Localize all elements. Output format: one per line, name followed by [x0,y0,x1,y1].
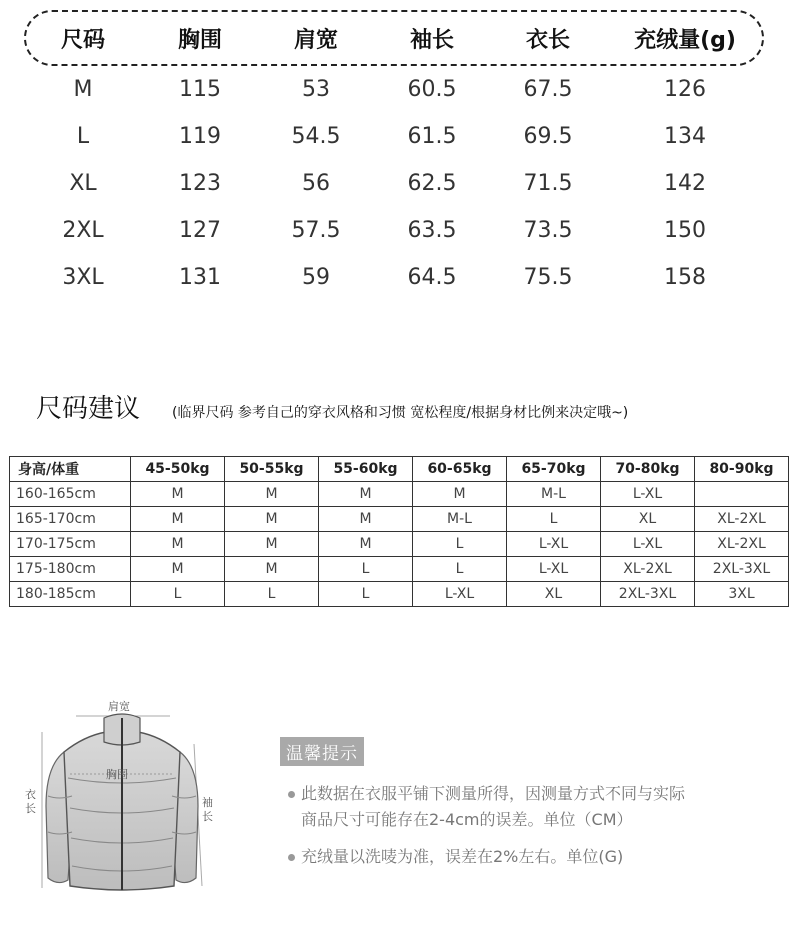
rec-header-cell: 45-50kg [131,457,225,482]
size-table-cell: 2XL [62,218,104,243]
size-table-cell: 75.5 [523,265,573,290]
rec-size-cell: L-XL [601,482,695,507]
size-table-header-row [24,10,764,66]
recommendation-row [10,532,789,557]
rec-size-cell: XL [507,582,601,607]
tip-item [288,844,623,867]
bullet-dot-icon [288,854,295,861]
rec-header-cell: 50-55kg [225,457,319,482]
size-table-cell: 62.5 [407,171,457,196]
rec-size-cell: M [225,532,319,557]
size-header-cell: 肩宽 [293,27,338,53]
rec-size-cell: L [319,582,413,607]
rec-size-cell: M [225,482,319,507]
size-table-cell: 63.5 [407,218,457,243]
recommendation-title: 尺码建议 [36,394,141,424]
recommendation-row [10,507,789,532]
rec-size-cell: M [319,482,413,507]
size-table-cell: 64.5 [407,265,457,290]
size-table-row [24,254,764,301]
size-table [24,10,764,301]
rec-size-cell: M-L [507,482,601,507]
rec-size-cell: XL-2XL [601,557,695,582]
recommendation-row [10,557,789,582]
rec-size-cell: L [131,582,225,607]
rec-header-cell: 身高/体重 [10,457,131,482]
rec-size-cell [695,482,789,507]
rec-size-cell: L [507,507,601,532]
rec-size-cell: M [319,532,413,557]
size-table-row [24,207,764,254]
rec-header-cell: 65-70kg [507,457,601,482]
rec-size-cell: XL-2XL [695,532,789,557]
rec-height-cell: 165-170cm [10,507,131,532]
size-header-cell: 充绒量(g) [634,27,736,53]
size-table-cell: 60.5 [407,77,457,102]
rec-size-cell: XL [601,507,695,532]
rec-size-cell: XL-2XL [695,507,789,532]
tip-item-continued [301,807,633,830]
rec-size-cell: L-XL [413,582,507,607]
size-table-row [24,113,764,160]
size-table-cell: 67.5 [523,77,573,102]
size-table-row [24,160,764,207]
size-header-cell: 尺码 [60,27,105,53]
size-table-cell: 3XL [62,265,104,290]
rec-header-cell: 55-60kg [319,457,413,482]
rec-header-cell: 80-90kg [695,457,789,482]
rec-size-cell: M [131,507,225,532]
size-table-cell: 71.5 [523,171,573,196]
size-table-cell: 127 [179,218,221,243]
size-table-cell: 134 [664,124,706,149]
size-header-cell: 胸围 [177,27,222,53]
size-table-cell: 119 [179,124,221,149]
rec-size-cell: L [225,582,319,607]
size-table-cell: 61.5 [407,124,457,149]
rec-size-cell: M [131,557,225,582]
rec-height-cell: 180-185cm [10,582,131,607]
rec-size-cell: L-XL [507,557,601,582]
jacket-illustration [24,696,220,896]
tip-text: 商品尺寸可能存在2-4cm的误差。单位（CM） [301,810,633,829]
bullet-dot-icon [288,791,295,798]
size-table-cell: XL [69,171,97,196]
rec-size-cell: L [413,557,507,582]
puffer-jacket-icon [24,696,220,896]
rec-header-cell: 70-80kg [601,457,695,482]
tips-badge: 温馨提示 [280,737,364,766]
recommendation-row [10,482,789,507]
size-table-cell: 131 [179,265,221,290]
rec-size-cell: 2XL-3XL [601,582,695,607]
rec-size-cell: M-L [413,507,507,532]
rec-size-cell: L [319,557,413,582]
rec-size-cell: L-XL [601,532,695,557]
rec-size-cell: M [413,482,507,507]
recommendation-table [9,456,789,607]
tip-text: 充绒量以洗唛为准，误差在2%左右。单位(G) [301,847,624,866]
recommendation-header-row [10,457,789,482]
tip-item [288,781,685,804]
size-header-cell: 衣长 [525,27,570,53]
rec-size-cell: M [319,507,413,532]
sleeve-label: 袖长 [202,796,213,823]
size-table-cell: 73.5 [523,218,573,243]
recommendation-row [10,582,789,607]
rec-size-cell: M [225,557,319,582]
size-table-cell: 150 [664,218,706,243]
size-table-cell: 59 [302,265,330,290]
size-table-cell: 69.5 [523,124,573,149]
rec-size-cell: M [131,482,225,507]
size-table-cell: 158 [664,265,706,290]
rec-size-cell: M [225,507,319,532]
rec-size-cell: L-XL [507,532,601,557]
size-table-cell: 57.5 [291,218,341,243]
size-table-row [24,66,764,113]
rec-size-cell: L [413,532,507,557]
rec-size-cell: 2XL-3XL [695,557,789,582]
size-header-cell: 袖长 [409,27,454,53]
shoulder-label: 肩宽 [108,700,130,713]
rec-header-cell: 60-65kg [413,457,507,482]
size-table-cell: 126 [664,77,706,102]
rec-size-cell: M [131,532,225,557]
rec-height-cell: 175-180cm [10,557,131,582]
size-table-cell: 115 [179,77,221,102]
recommendation-note: (临界尺码 参考自己的穿衣风格和习惯 宽松程度/根据身材比例来决定哦~) [172,405,629,421]
size-table-cell: 54.5 [291,124,341,149]
rec-size-cell: 3XL [695,582,789,607]
rec-height-cell: 170-175cm [10,532,131,557]
size-table-cell: L [76,124,90,149]
tip-text: 此数据在衣服平铺下测量所得，因测量方式不同与实际 [301,784,686,803]
rec-height-cell: 160-165cm [10,482,131,507]
size-table-cell: 142 [664,171,706,196]
size-table-cell: 53 [302,77,330,102]
size-table-cell: M [73,77,93,102]
length-label: 衣长 [25,788,36,815]
size-table-cell: 56 [302,171,330,196]
chest-label: 胸围 [106,768,128,781]
size-table-cell: 123 [179,171,221,196]
